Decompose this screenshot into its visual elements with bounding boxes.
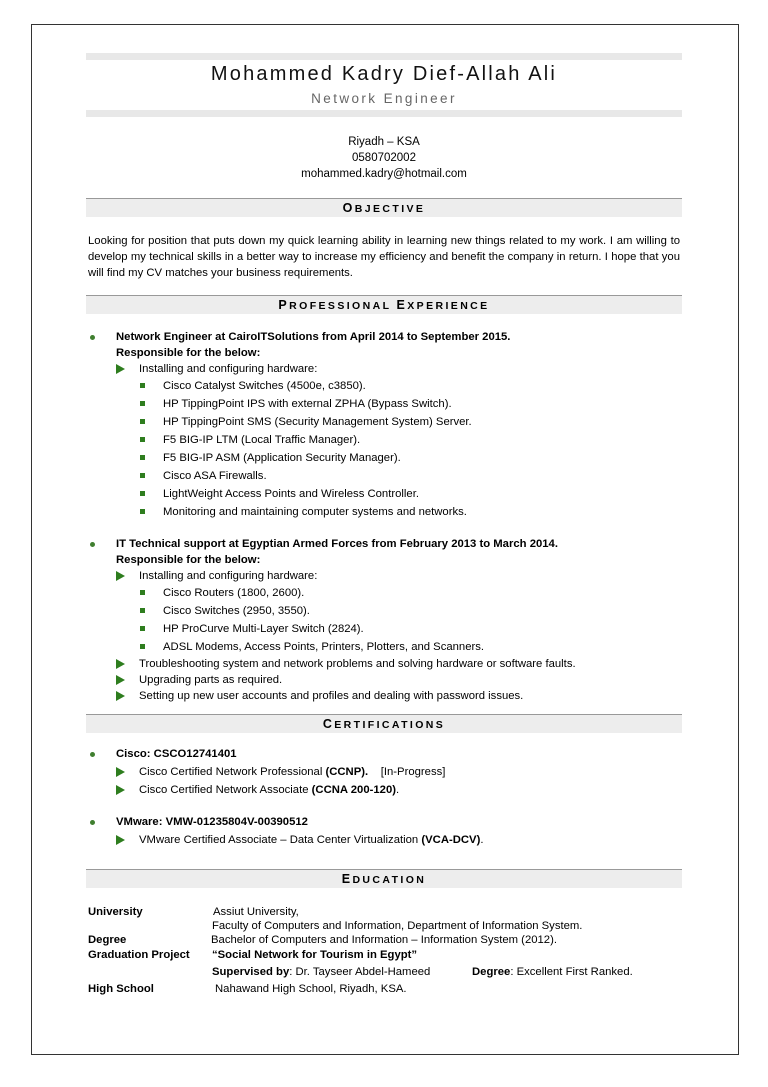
arrow-bullet-icon bbox=[116, 835, 125, 845]
contact-block bbox=[86, 134, 682, 182]
square-bullet-icon bbox=[140, 401, 145, 406]
square-bullet-icon bbox=[140, 419, 145, 424]
arrow-bullet-icon bbox=[116, 659, 125, 669]
cert-line-ccna: Cisco Certified Network Associate (CCNA 200-120). bbox=[139, 784, 400, 796]
section-heading-experience: PROFESSIONAL EXPERIENCE bbox=[86, 295, 682, 314]
job-title: IT Technical support at Egyptian Armed Forces from February 2013 to March 2014. bbox=[116, 538, 558, 550]
header-top-bar bbox=[86, 53, 682, 60]
list-item bbox=[88, 831, 688, 849]
job-responsible: Responsible for the below: bbox=[116, 347, 261, 359]
square-bullet-icon bbox=[140, 437, 145, 442]
square-bullet-icon bbox=[140, 608, 145, 613]
bullet-dot-icon bbox=[90, 820, 95, 825]
cert-entry-vmware bbox=[88, 813, 688, 849]
job-entry-1 bbox=[88, 329, 688, 521]
cert-line-vca: VMware Certified Associate – Data Center Virtualization (VCA-DCV). bbox=[139, 834, 484, 846]
list-item: HP ProCurve Multi-Layer Switch (2824). bbox=[88, 620, 688, 638]
list-item: Troubleshooting system and network problems and solving hardware or software faults. bbox=[88, 656, 688, 672]
job-responsible: Responsible for the below: bbox=[116, 554, 261, 566]
list-item: F5 BIG-IP ASM (Application Security Manager). bbox=[88, 449, 688, 467]
cert-line-ccnp: Cisco Certified Network Professional (CCNP). [In-Progress] bbox=[139, 766, 446, 778]
header-bottom-bar bbox=[86, 110, 682, 117]
section-heading-certifications: CERTIFICATIONS bbox=[86, 714, 682, 733]
square-bullet-icon bbox=[140, 509, 145, 514]
list-item bbox=[88, 536, 688, 552]
square-bullet-icon bbox=[140, 644, 145, 649]
section-heading-education: EDUCATION bbox=[86, 869, 682, 888]
list-item bbox=[88, 745, 688, 763]
square-bullet-icon bbox=[140, 455, 145, 460]
arrow-bullet-icon bbox=[116, 675, 125, 685]
list-item: LightWeight Access Points and Wireless Controller. bbox=[88, 485, 688, 503]
resume-header bbox=[86, 53, 682, 117]
list-item: Monitoring and maintaining computer systems and networks. bbox=[88, 503, 688, 521]
list-item: Cisco Switches (2950, 3550). bbox=[88, 602, 688, 620]
list-item: HP TippingPoint SMS (Security Management System) Server. bbox=[88, 413, 688, 431]
arrow-bullet-icon bbox=[116, 767, 125, 777]
square-bullet-icon bbox=[140, 473, 145, 478]
bullet-dot-icon bbox=[90, 542, 95, 547]
square-bullet-icon bbox=[140, 491, 145, 496]
list-item bbox=[88, 345, 688, 361]
job-task: Installing and configuring hardware: bbox=[139, 570, 318, 582]
square-bullet-icon bbox=[140, 383, 145, 388]
list-item bbox=[88, 813, 688, 831]
arrow-bullet-icon bbox=[116, 364, 125, 374]
education-table bbox=[88, 905, 688, 998]
table-row: University Assiut University, bbox=[88, 906, 299, 918]
bullet-dot-icon bbox=[90, 335, 95, 340]
list-item: F5 BIG-IP LTM (Local Traffic Manager). bbox=[88, 431, 688, 449]
list-item bbox=[88, 781, 688, 799]
contact-email: mohammed.kadry@hotmail.com bbox=[301, 168, 467, 180]
contact-location: Riyadh – KSA bbox=[348, 136, 420, 148]
objective-text: Looking for position that puts down my quick learning ability in learning new things related to my work. I am willing to develop my technical skills in a better way to increase my efficiency and benefit the company in return. I hope that you will find my CV matches your business requirements. bbox=[88, 235, 680, 279]
list-item: Cisco Routers (1800, 2600). bbox=[88, 584, 688, 602]
cert-title: VMware: VMW-01235804V-00390512 bbox=[116, 816, 308, 828]
job-entry-2 bbox=[88, 536, 688, 704]
cert-entry-cisco bbox=[88, 745, 688, 799]
list-item: Setting up new user accounts and profiles and dealing with password issues. bbox=[88, 688, 688, 704]
list-item: ADSL Modems, Access Points, Printers, Plotters, and Scanners. bbox=[88, 638, 688, 656]
list-item: HP TippingPoint IPS with external ZPHA (Bypass Switch). bbox=[88, 395, 688, 413]
list-item bbox=[88, 568, 688, 584]
job-task: Installing and configuring hardware: bbox=[139, 363, 318, 375]
applicant-name: Mohammed Kadry Dief-Allah Ali bbox=[210, 63, 558, 85]
table-row: Supervised by: Dr. Tayseer Abdel-Hameed Degree: Excellent First Ranked. bbox=[212, 966, 633, 978]
cert-title: Cisco: CSCO12741401 bbox=[116, 748, 237, 760]
contact-phone: 0580702002 bbox=[352, 152, 416, 164]
table-row: Faculty of Computers and Information, Department of Information System. bbox=[212, 920, 583, 932]
square-bullet-icon bbox=[140, 626, 145, 631]
list-item bbox=[88, 763, 688, 781]
table-row: Graduation Project “Social Network for Tourism in Egypt” bbox=[88, 949, 418, 961]
section-heading-objective: OBJECTIVE bbox=[86, 198, 682, 217]
applicant-title: Network Engineer bbox=[311, 91, 457, 106]
square-bullet-icon bbox=[140, 590, 145, 595]
arrow-bullet-icon bbox=[116, 571, 125, 581]
list-item: Cisco ASA Firewalls. bbox=[88, 467, 688, 485]
table-row: High School Nahawand High School, Riyadh, KSA. bbox=[88, 983, 407, 995]
list-item: Cisco Catalyst Switches (4500e, c3850). bbox=[88, 377, 688, 395]
list-item bbox=[88, 329, 688, 345]
list-item bbox=[88, 361, 688, 377]
job-title: Network Engineer at CairoITSolutions from April 2014 to September 2015. bbox=[116, 331, 511, 343]
list-item bbox=[88, 552, 688, 568]
list-item: Upgrading parts as required. bbox=[88, 672, 688, 688]
bullet-dot-icon bbox=[90, 752, 95, 757]
arrow-bullet-icon bbox=[116, 691, 125, 701]
arrow-bullet-icon bbox=[116, 785, 125, 795]
table-row: Degree Bachelor of Computers and Information – Information System (2012). bbox=[88, 934, 557, 946]
